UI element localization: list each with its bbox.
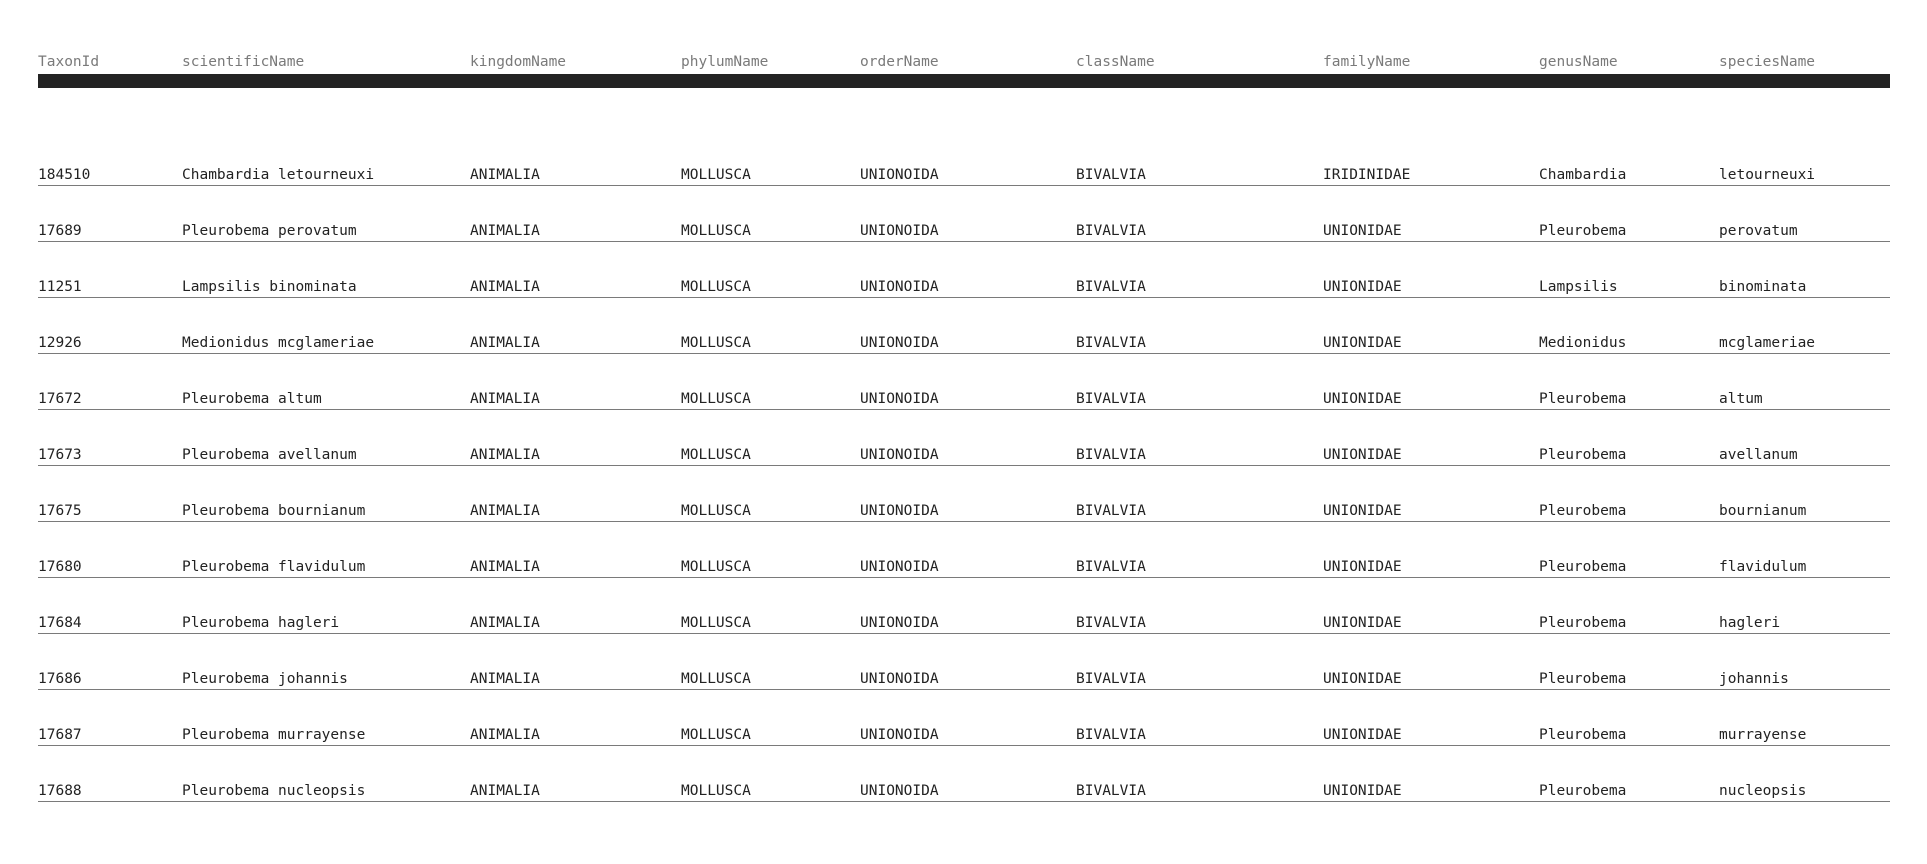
phylumname-cell [681, 130, 860, 186]
speciesname-cell [1719, 522, 1890, 578]
ordername-cell [860, 130, 1076, 186]
table-row[interactable] [38, 522, 1890, 578]
classname-cell [1076, 690, 1323, 746]
speciesname-cell [1719, 354, 1890, 410]
speciesname-cell-text: avellanum [1719, 447, 1798, 463]
classname-cell [1076, 466, 1323, 522]
genusname-cell [1539, 578, 1719, 634]
column-header-phylumname[interactable]: phylumName [681, 54, 769, 70]
speciesname-cell-text: mcglameriae [1719, 335, 1816, 351]
classname-cell [1076, 578, 1323, 634]
speciesname-cell-text: bournianum [1719, 503, 1807, 519]
speciesname-cell [1719, 466, 1890, 522]
speciesname-cell [1719, 746, 1890, 802]
classname-cell-text: BIVALVIA [1076, 559, 1146, 575]
scientificname-cell [182, 130, 470, 186]
kingdomname-cell [470, 298, 681, 354]
ordername-cell-text: UNIONOIDA [860, 223, 939, 239]
genusname-cell-text: Pleurobema [1539, 223, 1627, 239]
scientificname-cell [182, 634, 470, 690]
classname-cell-text: BIVALVIA [1076, 391, 1146, 407]
kingdomname-cell [470, 634, 681, 690]
scientificname-cell-text: Pleurobema nucleopsis [182, 783, 366, 799]
phylumname-cell-text: MOLLUSCA [681, 559, 751, 575]
classname-cell [1076, 242, 1323, 298]
speciesname-cell [1719, 690, 1890, 746]
ordername-cell [860, 522, 1076, 578]
scientificname-cell [182, 354, 470, 410]
speciesname-cell-text: flavidulum [1719, 559, 1807, 575]
phylumname-cell-text: MOLLUSCA [681, 783, 751, 799]
genusname-cell [1539, 186, 1719, 242]
kingdomname-cell [470, 522, 681, 578]
ordername-cell-text: UNIONOIDA [860, 727, 939, 743]
scientificname-cell [182, 578, 470, 634]
classname-cell [1076, 186, 1323, 242]
taxonid-cell-text: 184510 [38, 167, 91, 183]
kingdomname-cell-text: ANIMALIA [470, 335, 540, 351]
ordername-cell-text: UNIONOIDA [860, 447, 939, 463]
speciesname-cell-text: binominata [1719, 279, 1807, 295]
scientificname-cell-text: Pleurobema bournianum [182, 503, 366, 519]
ordername-cell-text: UNIONOIDA [860, 167, 939, 183]
genusname-cell [1539, 690, 1719, 746]
familyname-cell [1323, 634, 1539, 690]
genusname-cell [1539, 634, 1719, 690]
genusname-cell-text: Pleurobema [1539, 615, 1627, 631]
classname-cell-text: BIVALVIA [1076, 503, 1146, 519]
ordername-cell [860, 186, 1076, 242]
taxonid-cell-text: 17672 [38, 391, 82, 407]
speciesname-cell [1719, 578, 1890, 634]
familyname-cell-text: UNIONIDAE [1323, 223, 1402, 239]
kingdomname-cell-text: ANIMALIA [470, 783, 540, 799]
speciesname-cell [1719, 242, 1890, 298]
taxonid-cell [38, 522, 182, 578]
taxonid-cell [38, 690, 182, 746]
scientificname-cell-text: Pleurobema perovatum [182, 223, 357, 239]
kingdomname-cell [470, 690, 681, 746]
genusname-cell [1539, 130, 1719, 186]
header-bar [38, 74, 1890, 88]
ordername-cell [860, 578, 1076, 634]
phylumname-cell [681, 298, 860, 354]
taxonid-cell [38, 410, 182, 466]
scientificname-cell [182, 522, 470, 578]
ordername-cell-text: UNIONOIDA [860, 671, 939, 687]
taxon-table-container [38, 46, 1890, 802]
genusname-cell-text: Lampsilis [1539, 279, 1618, 295]
table-row[interactable] [38, 746, 1890, 802]
familyname-cell [1323, 410, 1539, 466]
kingdomname-cell-text: ANIMALIA [470, 447, 540, 463]
taxonid-cell-text: 17689 [38, 223, 82, 239]
genusname-cell-text: Chambardia [1539, 167, 1627, 183]
scientificname-cell [182, 242, 470, 298]
genusname-cell-text: Pleurobema [1539, 671, 1627, 687]
genusname-cell [1539, 746, 1719, 802]
familyname-cell [1323, 690, 1539, 746]
table-row[interactable] [38, 410, 1890, 466]
classname-cell [1076, 746, 1323, 802]
classname-cell-text: BIVALVIA [1076, 447, 1146, 463]
familyname-cell [1323, 522, 1539, 578]
scientificname-cell-text: Pleurobema murrayense [182, 727, 366, 743]
taxonid-cell-text: 17673 [38, 447, 82, 463]
table-header [38, 46, 1890, 88]
kingdomname-cell [470, 578, 681, 634]
phylumname-cell [681, 746, 860, 802]
scientificname-cell-text: Pleurobema flavidulum [182, 559, 366, 575]
genusname-cell-text: Pleurobema [1539, 783, 1627, 799]
familyname-cell-text: UNIONIDAE [1323, 671, 1402, 687]
familyname-cell [1323, 578, 1539, 634]
column-header-scientificname[interactable]: scientificName [182, 54, 305, 70]
familyname-cell-text: UNIONIDAE [1323, 503, 1402, 519]
taxonid-cell-text: 17688 [38, 783, 82, 799]
taxon-table [38, 46, 1890, 802]
familyname-cell-text: UNIONIDAE [1323, 727, 1402, 743]
phylumname-cell [681, 522, 860, 578]
kingdomname-cell-text: ANIMALIA [470, 615, 540, 631]
scientificname-cell [182, 690, 470, 746]
taxonid-cell-text: 17687 [38, 727, 82, 743]
familyname-cell-text: UNIONIDAE [1323, 279, 1402, 295]
taxonid-cell [38, 578, 182, 634]
genusname-cell-text: Pleurobema [1539, 391, 1627, 407]
column-header-ordername[interactable]: orderName [860, 54, 939, 70]
taxonid-cell [38, 354, 182, 410]
taxonid-cell [38, 242, 182, 298]
ordername-cell-text: UNIONOIDA [860, 391, 939, 407]
familyname-cell-text: UNIONIDAE [1323, 615, 1402, 631]
column-header-taxonid[interactable]: TaxonId [38, 54, 100, 70]
taxonid-cell [38, 298, 182, 354]
genusname-cell-text: Medionidus [1539, 335, 1627, 351]
classname-cell [1076, 130, 1323, 186]
speciesname-cell-text: hagleri [1719, 615, 1781, 631]
header-divider-bar [38, 74, 1890, 88]
classname-cell [1076, 354, 1323, 410]
taxonid-cell-text: 17675 [38, 503, 82, 519]
ordername-cell [860, 354, 1076, 410]
taxonid-cell-text: 12926 [38, 335, 82, 351]
phylumname-cell-text: MOLLUSCA [681, 223, 751, 239]
scientificname-cell-text: Pleurobema avellanum [182, 447, 357, 463]
scientificname-cell [182, 298, 470, 354]
classname-cell-text: BIVALVIA [1076, 615, 1146, 631]
phylumname-cell-text: MOLLUSCA [681, 671, 751, 687]
genusname-cell [1539, 354, 1719, 410]
genusname-cell [1539, 466, 1719, 522]
ordername-cell-text: UNIONOIDA [860, 783, 939, 799]
speciesname-cell-text: perovatum [1719, 223, 1798, 239]
taxonid-cell [38, 130, 182, 186]
table-row[interactable] [38, 130, 1890, 186]
speciesname-cell-text: altum [1719, 391, 1763, 407]
phylumname-cell-text: MOLLUSCA [681, 615, 751, 631]
phylumname-cell-text: MOLLUSCA [681, 279, 751, 295]
table-body [38, 88, 1890, 802]
familyname-cell [1323, 354, 1539, 410]
classname-cell [1076, 522, 1323, 578]
ordername-cell [860, 298, 1076, 354]
familyname-cell [1323, 130, 1539, 186]
kingdomname-cell [470, 354, 681, 410]
kingdomname-cell-text: ANIMALIA [470, 279, 540, 295]
column-header-kingdomname[interactable]: kingdomName [470, 54, 567, 70]
genusname-cell-text: Pleurobema [1539, 503, 1627, 519]
genusname-cell-text: Pleurobema [1539, 727, 1627, 743]
familyname-cell-text: UNIONIDAE [1323, 559, 1402, 575]
table-row[interactable] [38, 578, 1890, 634]
familyname-cell-text: IRIDINIDAE [1323, 167, 1411, 183]
ordername-cell [860, 690, 1076, 746]
classname-cell [1076, 298, 1323, 354]
speciesname-cell [1719, 634, 1890, 690]
scientificname-cell [182, 186, 470, 242]
scientificname-cell-text: Lampsilis binominata [182, 279, 357, 295]
speciesname-cell [1719, 410, 1890, 466]
spacer-cell [38, 88, 1890, 130]
familyname-cell-text: UNIONIDAE [1323, 335, 1402, 351]
speciesname-cell-text: murrayense [1719, 727, 1807, 743]
kingdomname-cell-text: ANIMALIA [470, 671, 540, 687]
column-header-classname[interactable]: className [1076, 54, 1155, 70]
table-row[interactable] [38, 298, 1890, 354]
phylumname-cell [681, 690, 860, 746]
kingdomname-cell-text: ANIMALIA [470, 503, 540, 519]
ordername-cell-text: UNIONOIDA [860, 615, 939, 631]
taxonid-cell-text: 17684 [38, 615, 82, 631]
phylumname-cell [681, 634, 860, 690]
scientificname-cell-text: Pleurobema altum [182, 391, 322, 407]
table-row[interactable] [38, 634, 1890, 690]
header-row [38, 46, 1890, 74]
classname-cell-text: BIVALVIA [1076, 671, 1146, 687]
familyname-cell-text: UNIONIDAE [1323, 783, 1402, 799]
familyname-cell [1323, 242, 1539, 298]
genusname-cell [1539, 242, 1719, 298]
familyname-cell [1323, 466, 1539, 522]
scientificname-cell-text: Pleurobema johannis [182, 671, 348, 687]
taxonid-cell [38, 466, 182, 522]
classname-cell-text: BIVALVIA [1076, 223, 1146, 239]
kingdomname-cell-text: ANIMALIA [470, 391, 540, 407]
speciesname-cell-text: letourneuxi [1719, 167, 1816, 183]
kingdomname-cell [470, 410, 681, 466]
genusname-cell [1539, 522, 1719, 578]
genusname-cell-text: Pleurobema [1539, 559, 1627, 575]
column-header-speciesname[interactable]: speciesName [1719, 54, 1816, 70]
phylumname-cell [681, 578, 860, 634]
table-row[interactable] [38, 242, 1890, 298]
phylumname-cell-text: MOLLUSCA [681, 167, 751, 183]
classname-cell [1076, 410, 1323, 466]
familyname-cell [1323, 746, 1539, 802]
ordername-cell [860, 746, 1076, 802]
speciesname-cell [1719, 186, 1890, 242]
phylumname-cell-text: MOLLUSCA [681, 335, 751, 351]
classname-cell-text: BIVALVIA [1076, 279, 1146, 295]
familyname-cell [1323, 186, 1539, 242]
phylumname-cell [681, 410, 860, 466]
scientificname-cell-text: Medionidus mcglameriae [182, 335, 375, 351]
kingdomname-cell [470, 186, 681, 242]
taxonid-cell-text: 11251 [38, 279, 82, 295]
classname-cell-text: BIVALVIA [1076, 335, 1146, 351]
ordername-cell-text: UNIONOIDA [860, 503, 939, 519]
genusname-cell [1539, 298, 1719, 354]
scientificname-cell-text: Pleurobema hagleri [182, 615, 340, 631]
ordername-cell-text: UNIONOIDA [860, 559, 939, 575]
taxonid-cell-text: 17686 [38, 671, 82, 687]
ordername-cell-text: UNIONOIDA [860, 335, 939, 351]
speciesname-cell [1719, 130, 1890, 186]
taxonid-cell [38, 186, 182, 242]
ordername-cell [860, 466, 1076, 522]
familyname-cell-text: UNIONIDAE [1323, 447, 1402, 463]
genusname-cell-text: Pleurobema [1539, 447, 1627, 463]
familyname-cell-text: UNIONIDAE [1323, 391, 1402, 407]
table-row[interactable] [38, 354, 1890, 410]
ordername-cell [860, 410, 1076, 466]
phylumname-cell-text: MOLLUSCA [681, 503, 751, 519]
kingdomname-cell-text: ANIMALIA [470, 727, 540, 743]
column-header-genusname[interactable]: genusName [1539, 54, 1618, 70]
table-row[interactable] [38, 690, 1890, 746]
table-row[interactable] [38, 186, 1890, 242]
column-header-familyname[interactable]: familyName [1323, 54, 1411, 70]
phylumname-cell [681, 354, 860, 410]
classname-cell-text: BIVALVIA [1076, 783, 1146, 799]
scientificname-cell [182, 466, 470, 522]
kingdomname-cell-text: ANIMALIA [470, 223, 540, 239]
classname-cell [1076, 634, 1323, 690]
kingdomname-cell-text: ANIMALIA [470, 559, 540, 575]
header-spacer [38, 88, 1890, 130]
scientificname-cell [182, 746, 470, 802]
classname-cell-text: BIVALVIA [1076, 167, 1146, 183]
kingdomname-cell [470, 130, 681, 186]
kingdomname-cell [470, 242, 681, 298]
scientificname-cell [182, 410, 470, 466]
speciesname-cell [1719, 298, 1890, 354]
taxonid-cell [38, 746, 182, 802]
classname-cell-text: BIVALVIA [1076, 727, 1146, 743]
ordername-cell [860, 242, 1076, 298]
taxonid-cell-text: 17680 [38, 559, 82, 575]
table-row[interactable] [38, 466, 1890, 522]
scientificname-cell-text: Chambardia letourneuxi [182, 167, 375, 183]
speciesname-cell-text: nucleopsis [1719, 783, 1807, 799]
phylumname-cell-text: MOLLUSCA [681, 727, 751, 743]
phylumname-cell [681, 186, 860, 242]
phylumname-cell-text: MOLLUSCA [681, 391, 751, 407]
speciesname-cell-text: johannis [1719, 671, 1789, 687]
kingdomname-cell [470, 466, 681, 522]
kingdomname-cell-text: ANIMALIA [470, 167, 540, 183]
taxonid-cell [38, 634, 182, 690]
phylumname-cell [681, 466, 860, 522]
familyname-cell [1323, 298, 1539, 354]
phylumname-cell-text: MOLLUSCA [681, 447, 751, 463]
ordername-cell [860, 634, 1076, 690]
genusname-cell [1539, 410, 1719, 466]
kingdomname-cell [470, 746, 681, 802]
ordername-cell-text: UNIONOIDA [860, 279, 939, 295]
phylumname-cell [681, 242, 860, 298]
